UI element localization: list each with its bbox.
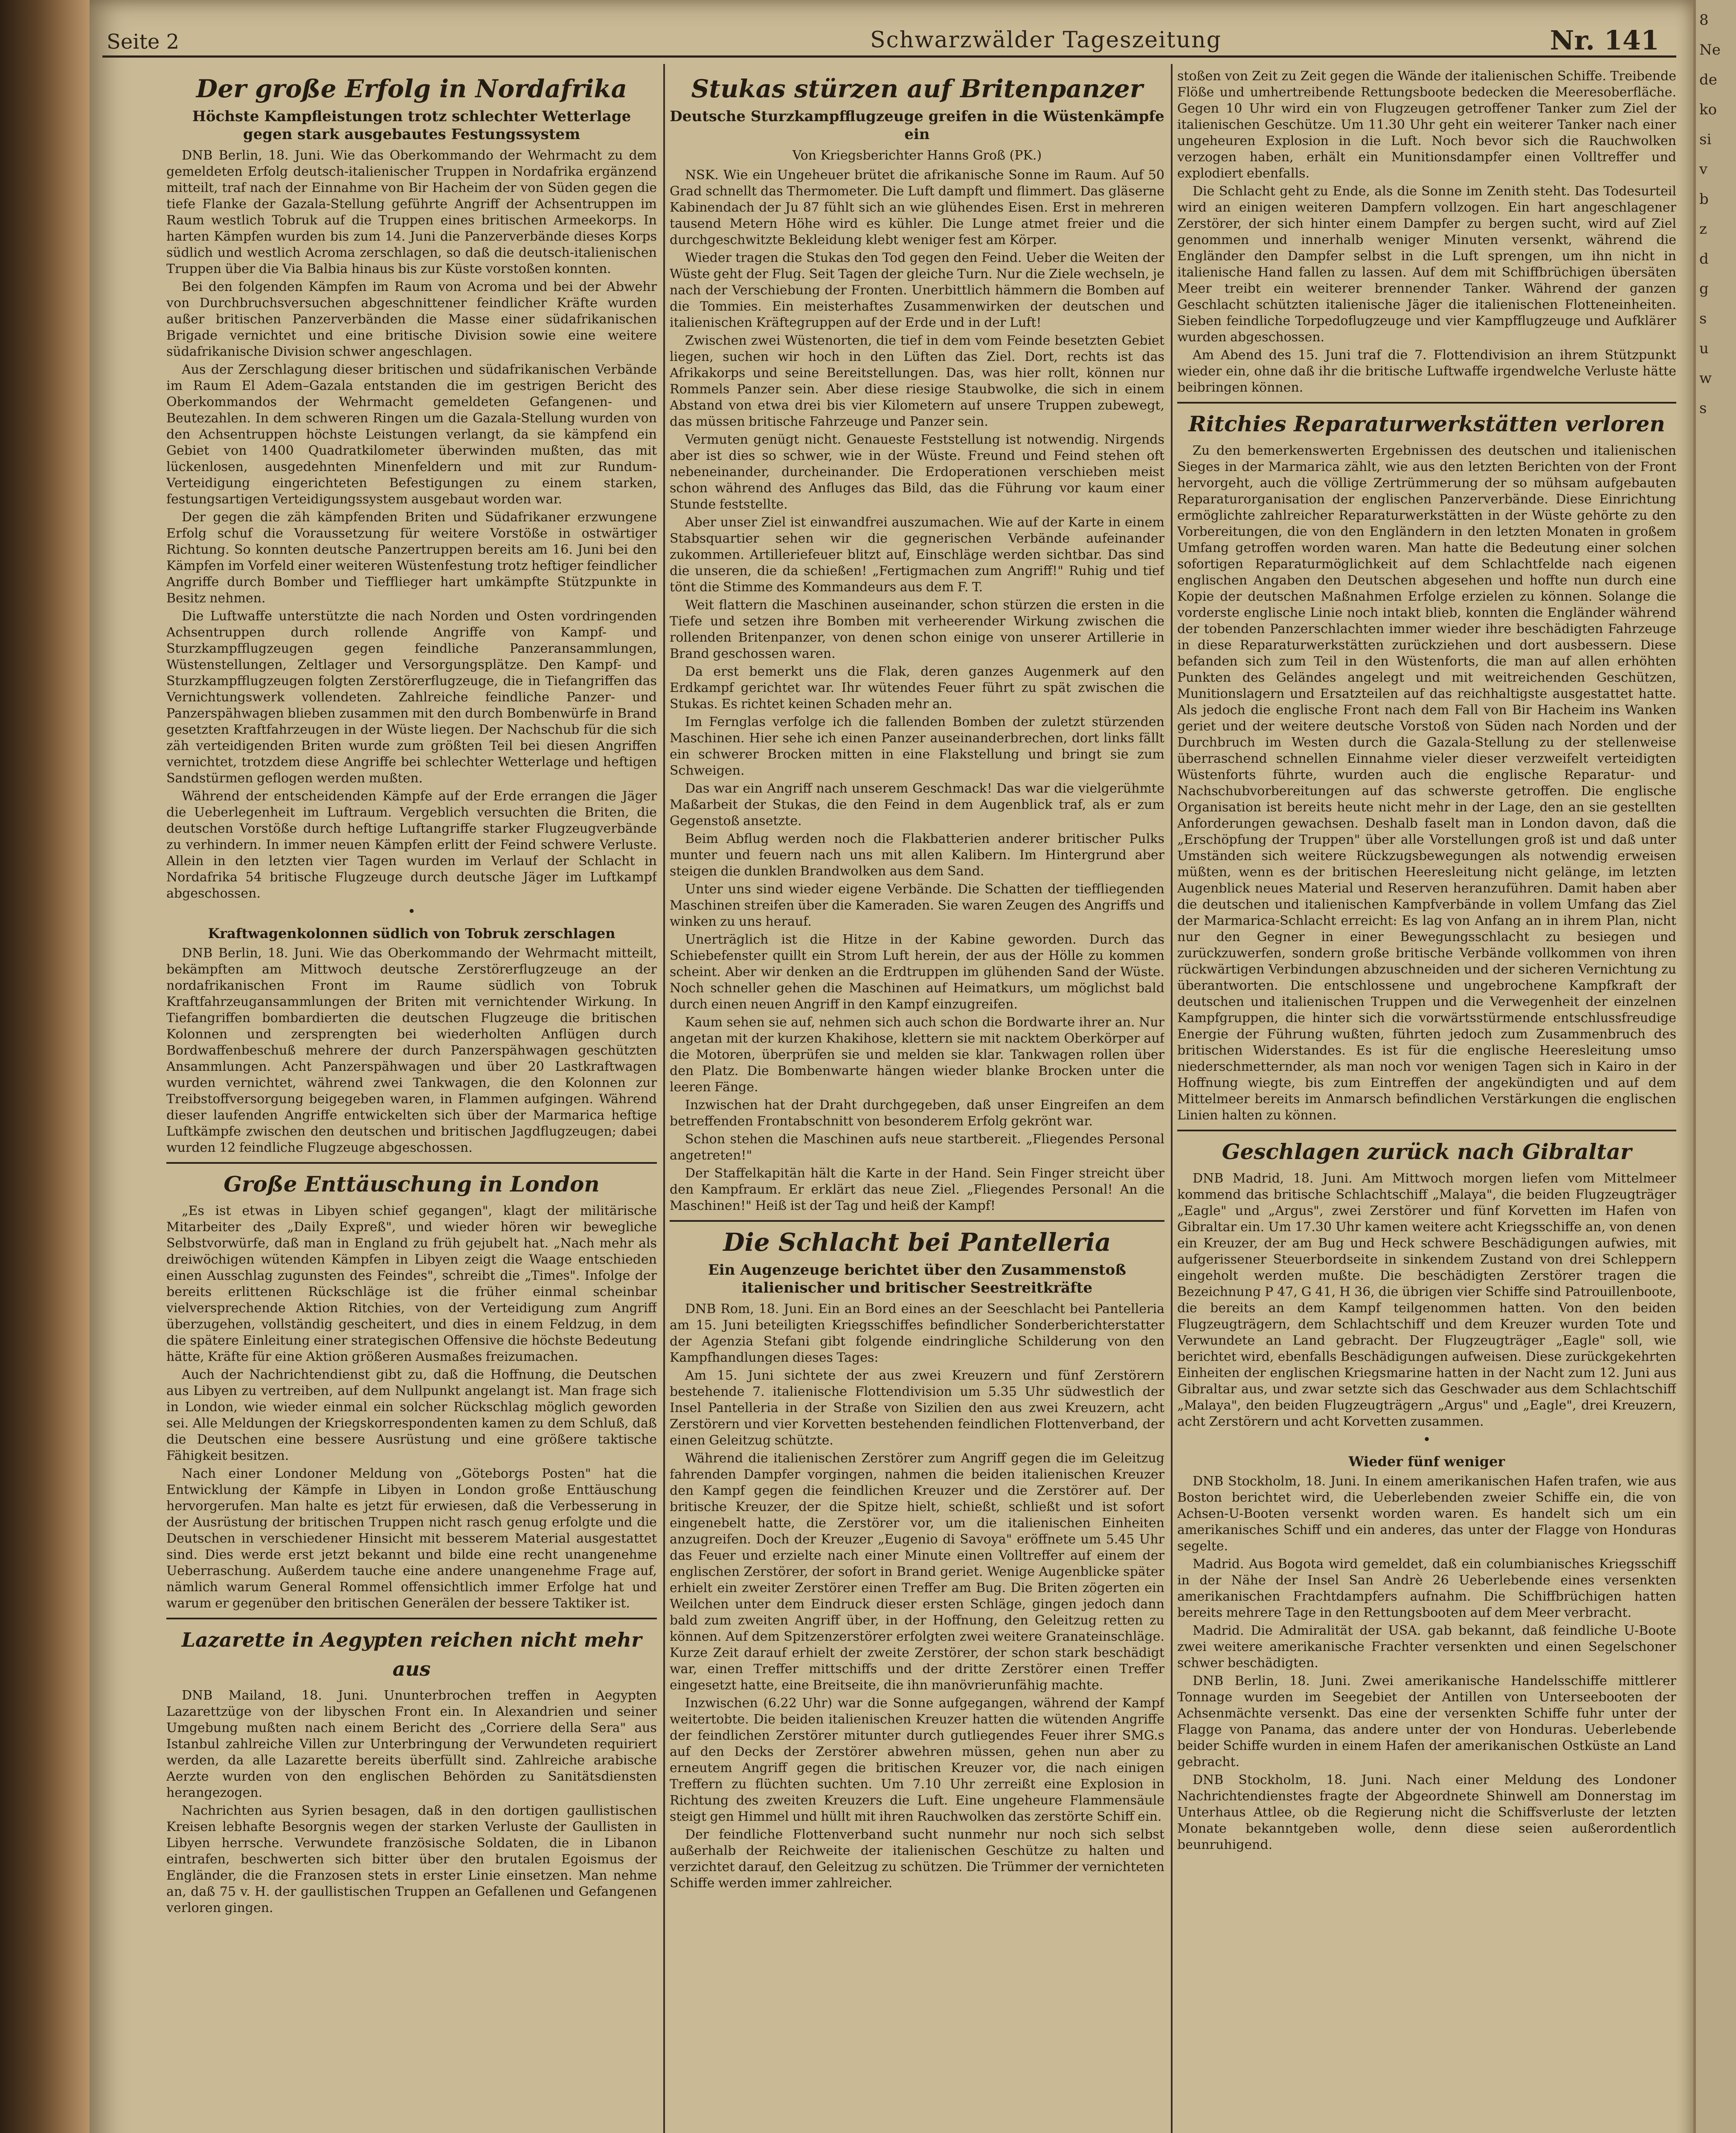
section-separator: • — [1422, 1431, 1431, 1447]
article-paragraph: Der gegen die zäh kämpfenden Briten und Südafrikaner erzwungene Erfolg schuf die Voraussetzung für weitere Vorstöße in ostwärtiger Richtung. So konnten deutsche Panzertruppen bereits am 16. Juni bei den Kämpfen im Vorfeld einer weiteren Wüstenfestung trotz heftiger feindlicher Angriffe durch Bomber und Tiefflieger hart umkämpfte Stützpunkte in Besitz nehmen. — [166, 510, 657, 606]
article-subheadline: Ein Augenzeuge berichtet über den Zusammenstoß italienischer und britischer Seestreitkräfte — [708, 1261, 1126, 1296]
article-paragraph: DNB Berlin, 18. Juni. Wie das Oberkommando der Wehrmacht zu dem gemeldeten Erfolg deutsch-italienischer Truppen in Nordafrika ergänzend mitteilt, traf nach der Einnahme von Bir Hacheim der von Süden gegen die tiefe Flanke der Gazala-Stellung geführte Angriff der Achsentruppen im Raum westlich Tobruk auf die Truppen eines britischen Armeekorps. In harten Kämpfen wurden bis zum 14. Juni die Panzerverbände dieses Korps südlich und westlich Acroma zerschlagen, so daß die deutsch-italienischen Truppen über die Via Balbia hinaus bis zur Küste vorstoßen konnten. — [166, 148, 657, 276]
issue-number: Nr. 141 — [1550, 25, 1659, 56]
article-headline: Der große Erfolg in Nordafrika — [196, 74, 627, 103]
article-paragraph: Vermuten genügt nicht. Genaueste Feststellung ist notwendig. Nirgends aber ist dies so schwer, wie in der Wüste. Freund und Feind stehen oft nebeneinander, durcheinander. Die Erdoperationen verschieben meist schon während des Anfluges das Bild, das die Führung vor kaum einer Stunde feststellte. — [670, 432, 1164, 512]
edge-fragment: w — [1699, 370, 1712, 387]
article-paragraph: Am 15. Juni sichtete der aus zwei Kreuzern und fünf Zerstörern bestehende 7. italienische Flottendivision um 5.35 Uhr südwestlich der Insel Pantelleria in der Straße von Sizilien den aus zwei Kreuzern, acht Zerstörern und vier Korvetten bestehenden feindlichen Flottenverband, der einen Geleitzug schützte. — [670, 1368, 1164, 1448]
edge-fragment: d — [1699, 250, 1709, 267]
next-page-edge — [1693, 0, 1736, 2133]
article-paragraph: Unerträglich ist die Hitze in der Kabine geworden. Durch das Schiebefenster quillt ein Strom Luft herein, der aus der Hölle zu kommen scheint. Aber wir denken an die Erdtruppen im glühenden Sand der Wüste. Noch schneller gehen die Maschinen auf Heimatkurs, um möglichst bald durch einen neuen Angriff in den Kampf einzugreifen. — [670, 932, 1164, 1012]
article-paragraph: Während der entscheidenden Kämpfe auf der Erde errangen die Jäger die Ueberlegenheit im Luftraum. Vergeblich versuchten die Briten, die deutschen Vorstöße durch heftige Luftangriffe starker Flugzeugverbände zu verhindern. In immer neuen Kämpfen erlitt der Feind schwere Verluste. Allein in den letzten vier Tagen wurden im Verlauf der Schlacht in Nordafrika 54 britische Flugzeuge durch deutsche Jäger im Luftkampf abgeschossen. — [166, 789, 657, 901]
article-paragraph: Madrid. Die Admiralität der USA. gab bekannt, daß feindliche U-Boote zwei weitere amerikanische Frachter versenkten und einen Segelschoner schwer beschädigten. — [1177, 1623, 1676, 1671]
article-paragraph: DNB Stockholm, 18. Juni. Nach einer Meldung des Londoner Nachrichtendienstes fragte der Abgeordnete Shinwell am Donnerstag im Unterhaus Attlee, ob die Regierung nicht die Schiffsverluste der letzten Monate bekanntgeben wolle, denn diese seien außerordentlich beunruhigend. — [1177, 1773, 1676, 1852]
article-paragraph: Am Abend des 15. Juni traf die 7. Flottendivision an ihrem Stützpunkt wieder ein, ohne daß ihr die britische Luftwaffe irgendwelche Verluste hätte beibringen können. — [1177, 348, 1676, 395]
column-rule-2 — [1171, 64, 1173, 2133]
article-paragraph: Während die italienischen Zerstörer zum Angriff gegen die im Geleitzug fahrenden Dampfer vorgingen, nahmen die beiden italienischen Kreuzer den Kampf gegen die feindlichen Kreuzer und die Zerstörer auf. Der britische Kreuzer, der die Spitze hielt, schießt, schließt und ist sofort eingenebelt hatte, die Zerstörer vor, um die italienischen Einheiten anzugreifen. Doch der Kreuzer „Eugenio di Savoya" eröffnete um 5.45 Uhr das Feuer und erzielte nach einer Minute einen Volltreffer auf einem der englischen Zerstörer, der sofort in Brand geriet. Wenige Augenblicke später erhielt ein zweiter Zerstörer einen Treffer am Bug. Die Briten zögerten ein Weilchen unter dem Eindruck dieser ersten Schläge, gingen jedoch dann bald zum zweiten Angriff über, in der Hoffnung, den Geleitzug retten zu können. Auf dem Spitzenzerstörer erfolgten zwei weitere Granateinschläge. Kurze Zeit darauf erhielt der zweite Zerstörer, der schon stark beschädigt war, einen Treffer mittschiffs und der dritte Zerstörer einen Treffer eingesetzt hatte, eine Breitseite, die ihn manövrierunfähig machte. — [670, 1451, 1164, 1693]
article-subheadline: Höchste Kampfleistungen trotz schlechter Wetterlage gegen stark ausgebautes Festungssystem — [192, 108, 631, 143]
article-paragraph: stoßen von Zeit zu Zeit gegen die Wände der italienischen Schiffe. Treibende Flöße und umhertreibende Rettungsboote bedecken die Meeresoberfläche. Gegen 10 Uhr wird ein von Flugzeugen getroffener Tanker zum Ziel der italienischen Geschütze. Um 11.30 Uhr geht ein weiterer Tanker nach einer ungeheuren Explosion in die Luft. Noch bevor sich die Rauchwolken verzogen haben, erhält ein Munitionsdampfer einen Volltreffer und explodiert ebenfalls. — [1177, 69, 1676, 181]
column-rule-1 — [663, 64, 665, 2133]
column-3 — [1177, 68, 1676, 2133]
article-paragraph: Der feindliche Flottenverband sucht nunmehr nur noch sich selbst außerhalb der Reichweite der italienischen Geschütze zu halten und verzichtet darauf, den Geleitzug zu schützen. Die Trümmer der vernichteten Schiffe werden immer zahlreicher. — [670, 1827, 1164, 1891]
article-paragraph: Da erst bemerkt uns die Flak, deren ganzes Augenmerk auf den Erdkampf gerichtet war. Ihr wütendes Feuer führt zu spät zwischen die Stukas. Es richtet keinen Schaden mehr an. — [670, 664, 1164, 712]
article-paragraph: DNB Berlin, 18. Juni. Wie das Oberkommando der Wehrmacht mitteilt, bekämpften am Mittwoch deutsche Zerstörerflugzeuge an der nordafrikanischen Front im Raume südlich von Tobruk Kraftfahrzeugansammlungen der Briten mit vernichtender Wirkung. In Tiefangriffen bombardierten die deutschen Flugzeuge die britischen Kolonnen und zersprengten bei wiederholten Anflügen durch Bordwaffenbeschuß mehrere der durch Panzerspähwagen geschützten Ansammlungen. Acht Panzerspähwagen und über 20 Lastkraftwagen wurden vernichtet, während zwei Tankwagen, die den Kolonnen zur Treibstoffversorgung beigegeben waren, in Flammen aufgingen. Während dieser laufenden Angriffe entwickelten sich über der Marmarica heftige Luftkämpfe zwischen den deutschen und britischen Jagdflugzeugen; dabei wurden 12 feindliche Flugzeuge abgeschossen. — [166, 946, 657, 1155]
article-headline: Stukas stürzen auf Britenpanzer — [691, 74, 1143, 103]
article-divider — [166, 1618, 657, 1619]
article-paragraph: Beim Abflug werden noch die Flakbatterien anderer britischer Pulks munter und feuern nach uns mit allen Kalibern. Im Hintergrund aber steigen die dunklen Brandwolken aus dem Sand. — [670, 831, 1164, 879]
article-paragraph: Zu den bemerkenswerten Ergebnissen des deutschen und italienischen Sieges in der Marmarica zählt, wie aus den letzten Berichten von der Front hervorgeht, auch die völlige Zertrümmerung der so mühsam aufgebauten Reparaturorganisation der englischen Panzerverbände. Diese Einrichtung ermöglichte zahlreicher Reparaturwerkstätten in der Wüste gehörte zu den Vorbereitungen, die von den Engländern in den letzten Monaten in großem Umfang getroffen worden waren. Man hatte die Bedeutung einer solchen sofortigen Reparaturmöglichkeit auf dem Schlachtfelde nach eigenen englischen Angaben den Deutschen abgesehen und hoffte nun durch eine Kopie der deutschen Maßnahmen Erfolge erzielen zu können. Solange die vorderste englische Linie noch intakt blieb, konnten die Engländer während der tobenden Panzerschlachten immer wieder ihre beschädigten Fahrzeuge in diese Reparaturwerkstätten zurückziehen und dort ausbessern. Diese befanden sich zum Teil in den Wüstenforts, die man auf allen erhöhten Punkten des Geländes angelegt und mit weitreichenden Geschützen, Munitionslagern und Ersatzteilen auf das reichhaltigste ausgestattet hatte. Als jedoch die englische Front nach dem Fall von Bir Hacheim ins Wanken geriet und der weitere deutsche Vorstoß von Süden nach Norden und der Durchbruch im Westen durch die Gazala-Stellung zu der stellenweise überraschend schnellen Einnahme vieler dieser verzweifelt verteidigten Wüstenforts führte, wurden auch die englische Reparatur- und Nachschubvorbereitungen auf das schwerste getroffen. Die englische Organisation ist bereits heute nicht mehr in der Lage, den an sie gestellten Anforderungen gewachsen. Deshalb faselt man in London davon, daß die „Erschöpfung der Truppen" über alle Vorstellungen groß ist und daß unter Umständen sich weitere Rückzugsbewegungen als notwendig erweisen müßten, wenn es der britischen Heeresleitung nicht gelänge, im letzten Augenblick neues Material und Reserven heranzuführen. Damit haben aber die deutschen und italienischen Kampfverbände in vollem Umfang das Ziel der Marmarica-Schlacht erreicht: Es lag von Anfang an in ihrem Plan, nicht nur den Gegner in einer Bewegungsschlacht zu besiegen und zurückzuwerfen, sondern große britische Verbände vollkommen von ihren rückwärtigen Verbindungen abzuschneiden und der sicheren Vernichtung zu überantworten. Die entschlossene und ungebrochene Kampfkraft der deutschen und italienischen Truppen und die Verwegenheit der einzelnen Kampfgruppen, die hinter sich die vorwärtsstürmende entschlussfreudige Energie der Führung wußten, führten jedoch zum Zusammenbruch des britischen Widerstandes. Es ist für die englische Heeresleitung umso niederschmetternder, als man noch vor wenigen Tagen sich in Kairo in der Hoffnung wiegte, bis zum Eintreffen der angekündigten und auf dem Mittelmeer bereits im Anmarsch befindlichen Verstärkungen die englischen Linien halten zu können. — [1177, 443, 1676, 1123]
article-paragraph: DNB Madrid, 18. Juni. Am Mittwoch morgen liefen vom Mittelmeer kommend das britische Schlachtschiff „Malaya", die beiden Flugzeugträger „Eagle" und „Argus", zwei Zerstörer und fünf Korvetten im Hafen von Gibraltar ein. Um 17.30 Uhr kamen weitere acht Kriegsschiffe an, von denen ein Kreuzer, der am Bug und Heck schwere Beschädigungen aufwies, mit aufgerissener Steuerbordseite in sinkendem Zustand von drei Schleppern eingeholt werden mußte. Die beschädigten Zerstörer tragen die Bezeichnung P 47, G 41, H 36, die übrigen vier Schiffe sind Patrouillenboote, die bereits an dem Kampf teilgenommen hatten. Von den beiden Flugzeugträgern, dem Schlachtschiff und dem Kreuzer wurden Tote und Verwundete an Land gebracht. Der Flugzeugträger „Eagle" soll, wie berichtet wird, ebenfalls Beschädigungen aufweisen. Diese zurückgekehrten Einheiten der englischen Kriegsmarine hatten in der Nacht zum 12. Juni aus Gibraltar aus, und zwar setzte sich das Geschwader aus dem Schlachtschiff „Malaya", den beiden Flugzeugträgern „Argus" und „Eagle", drei Kreuzern, acht Zerstörern und acht Korvetten zusammen. — [1177, 1171, 1676, 1429]
article-divider — [670, 1220, 1164, 1222]
article-paragraph: Nachrichten aus Syrien besagen, daß in den dortigen gaullistischen Kreisen lebhafte Besorgnis wegen der starken Verluste der Gaullisten in Libyen herrsche. Verwundete französische Soldaten, die in Libanon eintrafen, beschwerten sich bitter über den brutalen Egoismus der Engländer, die die Franzosen stets in erster Linie einsetzen. Man nehme an, daß 75 v. H. der gaullistischen Truppen an Gefallenen und Gefangenen verloren gingen. — [166, 1803, 657, 1915]
article-headline: Geschlagen zurück nach Gibraltar — [1222, 1139, 1632, 1164]
article-headline: Kraftwagenkolonnen südlich von Tobruk zerschlagen — [208, 925, 615, 942]
article-paragraph: Im Fernglas verfolge ich die fallenden Bomben der zuletzt stürzenden Maschinen. Hier sehe ich einen Panzer auseinanderbrechen, dort links fällt ein schwerer Brocken mitten in eine Flakstellung und bringt sie zum Schweigen. — [670, 715, 1164, 778]
article-paragraph: Die Luftwaffe unterstützte die nach Norden und Osten vordringenden Achsentruppen durch rollende Angriffe von Kampf- und Sturzkampfflugzeugen gegen feindliche Panzeransammlungen, Wüstenstellungen, Zeltlager und Versorgungsplätze. Den Kampf- und Sturzkampfflugzeugen folgten Zerstörerflugzeuge, die in Tiefangriffen das Vernichtungswerk vollendeten. Zahlreiche feindliche Panzer- und Panzerspähwagen blieben zusammen mit den durch Bombenwürfe in Brand gesetzten Kraftfahrzeugen in der Wüste liegen. Der Nachschub für die sich zäh verteidigenden Briten wurde zum größten Teil bei diesen Angriffen vernichtet, trotzdem diese Angriffe bei schlechter Wetterlage und heftigen Sandstürmen geflogen werden mußten. — [166, 609, 657, 786]
article-paragraph: DNB Stockholm, 18. Juni. In einem amerikanischen Hafen trafen, wie aus Boston berichtet wird, die Ueberlebenden zweier Schiffe ein, die von Achsen-U-Booten versenkt worden waren. Es handelt sich um ein amerikanisches Schiff und ein anderes, das unter der Flagge von Honduras segelte. — [1177, 1474, 1676, 1554]
article-paragraph: DNB Mailand, 18. Juni. Ununterbrochen treffen in Aegypten Lazarettzüge von der libyschen Front ein. In Alexandrien und seiner Umgebung mußten nach einem Bericht des „Corriere della Sera" aus Istanbul zahlreiche Villen zur Unterbringung der Verwundeten requiriert werden, da alle Lazarette bereits überfüllt sind. Zahlreiche arabische Aerzte wurden von den englischen Behörden zu Sanitätsdiensten herangezogen. — [166, 1688, 657, 1800]
article-divider — [1177, 1130, 1676, 1131]
article-headline: Ritchies Reparaturwerkstätten verloren — [1188, 411, 1665, 436]
edge-fragment: z — [1699, 221, 1707, 238]
column-2 — [670, 68, 1164, 2133]
edge-fragment: si — [1699, 131, 1712, 148]
article-paragraph: Kaum sehen sie auf, nehmen sich auch schon die Bordwarte ihrer an. Nur angetan mit der kurzen Khakihose, klettern sie mit nacktem Oberkörper auf die Motoren, überprüfen sie und melden sie klar. Tankwagen rollen über den Platz. Die Bombenwarte hängen wieder blanke Brocken unter die leeren Fänge. — [670, 1015, 1164, 1095]
article-headline: Wieder fünf weniger — [1348, 1453, 1505, 1470]
article-paragraph: DNB Rom, 18. Juni. Ein an Bord eines an der Seeschlacht bei Pantelleria am 15. Juni beteiligten Kriegsschiffes befindlicher Sonderberichterstatter der Agenzia Stefani gibt folgende eindringliche Schilderung von den Kampfhandlungen dieses Tages: — [670, 1302, 1164, 1365]
article-paragraph: Wieder tragen die Stukas den Tod gegen den Feind. Ueber die Weiten der Wüste geht der Flug. Seit Tagen der gleiche Turn. Nur die Ziele wechseln, je nach der Verschiebung der Fronten. Unerbittlich hämmern die Bomben auf die Tommies. Ein meisterhaftes Zusammenwirken der deutschen und italienischen Kräftegruppen auf der Erde und in der Luft! — [670, 250, 1164, 330]
article-headline: Große Enttäuschung in London — [224, 1171, 600, 1197]
next-page-edge-text — [1696, 0, 1736, 428]
article-paragraph: Inzwischen hat der Draht durchgegeben, daß unser Eingreifen an dem betreffenden Frontabschnitt von besonderem Erfolg gekrönt war. — [670, 1098, 1164, 1129]
edge-fragment: v — [1699, 161, 1708, 178]
article-paragraph: Der Staffelkapitän hält die Karte in der Hand. Sein Finger streicht über den Kampfraum. Er erklärt das neue Ziel. „Fliegendes Personal! An die Maschinen!" Heiß ist der Tag und heiß der Kampf! — [670, 1166, 1164, 1213]
section-separator: • — [407, 903, 416, 919]
edge-fragment: s — [1699, 310, 1707, 327]
edge-fragment: ko — [1699, 101, 1717, 118]
page-header — [102, 21, 1676, 58]
article-paragraph: Weit flattern die Maschinen auseinander, schon stürzen die ersten in die Tiefe und setzen ihre Bomben mit verheerender Wirkung zwischen die rollenden Britenpanzer, von denen schon einige von unserer Artillerie in Brand geschossen waren. — [670, 598, 1164, 661]
article-paragraph: Nach einer Londoner Meldung von „Göteborgs Posten" hat die Entwicklung der Kämpfe in Libyen in London große Enttäuschung hervorgerufen. Man halte es jetzt für erwiesen, daß die Verbesserung in der Ausrüstung der britischen Truppen nicht rasch genug erfolgte und die Deutschen in verschiedener Hinsicht mit besserem Material ausgestattet sind. Dies werde erst jetzt bekannt und bilde eine recht unangenehme Ueberraschung. Außerdem tauche eine andere unangenehme Frage auf, nämlich warum General Rommel offensichtlich immer Erfolge hat und warum er gegenüber den britischen Generälen der bessere Taktiker ist. — [166, 1466, 657, 1611]
article-paragraph: „Es ist etwas in Libyen schief gegangen", klagt der militärische Mitarbeiter des „Daily Expreß", und wieder hören wir bewegliche Selbstvorwürfe, daß man in England zu früh gejubelt hat. „Nach mehr als dreiwöchigen wütenden Kämpfen in Libyen zeigt die Waage entschieden einen Ausschlag zugunsten des Feindes", schreibt die „Times". Infolge der bereits erlittenen Rückschläge ist die früher einmal scheinbar vielversprechende Aktion Ritchies, von der Verteidigung zum Angriff überzugehen, vollständig gescheitert, und dies in einem Feldzug, in dem die spätere Einleitung einer strategischen Offensive die höchste Bedeutung hätte, Kräfte für eine Aktion größeren Ausmaßes freizumachen. — [166, 1203, 657, 1364]
edge-fragment: de — [1699, 71, 1717, 88]
edge-fragment: Ne — [1699, 41, 1721, 58]
article-headline: Die Schlacht bei Pantelleria — [723, 1228, 1111, 1257]
article-paragraph: NSK. Wie ein Ungeheuer brütet die afrikanische Sonne im Raum. Auf 50 Grad schnellt das Thermometer. Die Luft dampft und flimmert. Das gläserne Kabinendach der Ju 87 fühlt sich an wie glühendes Eisen. Erst in mehreren tausend Metern Höhe wird es kühler. Die Lunge atmet freier und die durchgeschwitzte Bekleidung klebt weniger fest am Körper. — [670, 168, 1164, 247]
article-divider — [166, 1162, 657, 1164]
article-divider — [1177, 402, 1676, 404]
article-paragraph: Das war ein Angriff nach unserem Geschmack! Das war die vielgerühmte Maßarbeit der Stukas, die den Feind in dem Augenblick traf, als er zum Gegenstoß ansetzte. — [670, 781, 1164, 828]
column-1 — [166, 68, 657, 2133]
article-paragraph: Die Schlacht geht zu Ende, als die Sonne im Zenith steht. Das Todesurteil wird an einigen weiteren Dampfern vollzogen. Ein hart angeschlagener Zerstörer, der sich hinter einem Dampfer zu bergen sucht, wird auf Ziel genommen und innerhalb weniger Minuten versenkt, während die Engländer den Dampfer selbst in die Luft sprengen, um ihn nicht in italienische Hand fallen zu lassen. Auf dem mit Schiffbrüchigen übersäten Meer treibt ein weiterer brennender Tanker. Während der ganzen Geschlacht schützten italienische Jäger die italienischen Flotteneinheiten. Sieben feindliche Torpedoflugzeuge und vier Kampfflugzeuge und Aufklärer wurden abgeschossen. — [1177, 184, 1676, 345]
article-paragraph: DNB Berlin, 18. Juni. Zwei amerikanische Handelsschiffe mittlerer Tonnage wurden im Seegebiet der Antillen von Unterseebooten der Achsenmächte versenkt. Das eine der versenkten Schiffe fuhr unter der Flagge von Panama, das andere unter der von Honduras. Ueberlebende beider Schiffe wurden in einem Hafen der amerikanischen Ostküste an Land gebracht. — [1177, 1674, 1676, 1770]
paper-name: Schwarzwälder Tageszeitung — [870, 27, 1222, 53]
article-paragraph: Auch der Nachrichtendienst gibt zu, daß die Hoffnung, die Deutschen aus Libyen zu vertreiben, auf dem Nullpunkt angelangt ist. Man frage sich in London, wie wieder einmal ein solcher Rückschlag möglich geworden sei. Alle Meldungen der Kriegskorrespondenten kamen zu dem Schluß, daß die Deutschen eine bessere Ausrüstung und eine größere taktische Fähigkeit besitzen. — [166, 1367, 657, 1463]
article-paragraph: Zwischen zwei Wüstenorten, die tief in dem vom Feinde besetzten Gebiet liegen, suchen wir hoch in den Lüften das Ziel. Dort, rechts ist das Afrikakorps und seine Bereitstellungen. Das, was hier rollt, können nur Rommels Panzer sein. Aber diese riesige Staubwolke, die sich in einem Abstand von etwa drei bis vier Kilometern auf unsere Truppen zubewegt, das müssen britische Fahrzeuge und Panzer sein. — [670, 333, 1164, 429]
article-paragraph: Schon stehen die Maschinen aufs neue startbereit. „Fliegendes Personal angetreten!" — [670, 1132, 1164, 1163]
article-paragraph: Bei den folgenden Kämpfen im Raum von Acroma und bei der Abwehr von Durchbruchsversuchen abgeschnittener feindlicher Kräfte wurden außer britischen Panzerverbänden die Masse einer südafrikanischen Brigade vernichtet und eine britische Division sowie eine weitere südafrikanische Division schwer angeschlagen. — [166, 279, 657, 359]
edge-fragment: b — [1699, 191, 1709, 208]
edge-fragment: 8 — [1699, 12, 1709, 29]
article-paragraph: Madrid. Aus Bogota wird gemeldet, daß ein columbianisches Kriegsschiff in der Nähe der Insel San Andrè 26 Ueberlebende eines versenkten amerikanischen Frachtdampfers aufnahm. Die Schiffbrüchigen hatten bereits mehrere Tage in den Rettungsbooten auf dem Meer verbracht. — [1177, 1557, 1676, 1620]
edge-fragment: g — [1699, 280, 1709, 297]
article-paragraph: Aber unser Ziel ist einwandfrei auszumachen. Wie auf der Karte in einem Stabsquartier sehen wir die gegnerischen Verbände aufeinander zukommen. Artilleriefeuer blitzt auf, Einschläge werden sichtbar. Das sind die unseren, die da schießen! „Fertigmachen zum Angriff!" Ruhig und tief tönt die Stimme des Kommandeurs aus dem F. T. — [670, 515, 1164, 595]
book-binding — [0, 0, 90, 2133]
article-paragraph: Inzwischen (6.22 Uhr) war die Sonne aufgegangen, während der Kampf weitertobte. Die beiden italienischen Kreuzer hatten die wütenden Angriffe der feindlichen Zerstörer mitunter durch gutliegendes Feuer ihrer SMG.s auf den Decks der Zerstörer abwehren müssen, gehen nun aber zu erneutem Angriff gegen die britischen Kreuzer vor, die nach einigen Treffern zu flüchten suchten. Um 7.10 Uhr zerreißt eine Explosion in Richtung des zweiten Kreuzers die Luft. Eine ungeheure Flammensäule steigt gen Himmel und hüllt mit ihren Rauchwolken das zerstörte Schiff ein. — [670, 1696, 1164, 1824]
article-headline: Lazarette in Aegypten reichen nicht mehr aus — [181, 1628, 642, 1680]
page-label: Seite 2 — [107, 30, 180, 54]
edge-fragment: s — [1699, 400, 1707, 417]
article-paragraph: Aus der Zerschlagung dieser britischen und südafrikanischen Verbände im Raum El Adem–Gazala entstanden die im gestrigen Bericht des Oberkommandos der Wehrmacht gemeldeten Gefangenen- und Beutezahlen. In dem schweren Ringen um die Gazala-Stellung wurden von den Achsentruppen höchste Leistungen verlangt, da sie kämpfend ein Gebiet von 1400 Quadratkilometer überwinden mußten, das mit lückenlosen, ausgedehnten Minenfeldern und mit zur Rundum-Verteidigung eingerichteten Befestigungen zu einem starken, festungsartigen Verteidigungssystem ausgebaut worden war. — [166, 362, 657, 507]
article-subheadline: Deutsche Sturzkampfflugzeuge greifen in die Wüstenkämpfe ein — [670, 108, 1164, 143]
article-byline: Von Kriegsberichter Hanns Groß (PK.) — [792, 148, 1042, 163]
article-paragraph: Unter uns sind wieder eigene Verbände. Die Schatten der tieffliegenden Maschinen streifen über die Kameraden. Sie waren Zeugen des Angriffs und winken zu uns herauf. — [670, 882, 1164, 929]
edge-fragment: u — [1699, 340, 1709, 357]
